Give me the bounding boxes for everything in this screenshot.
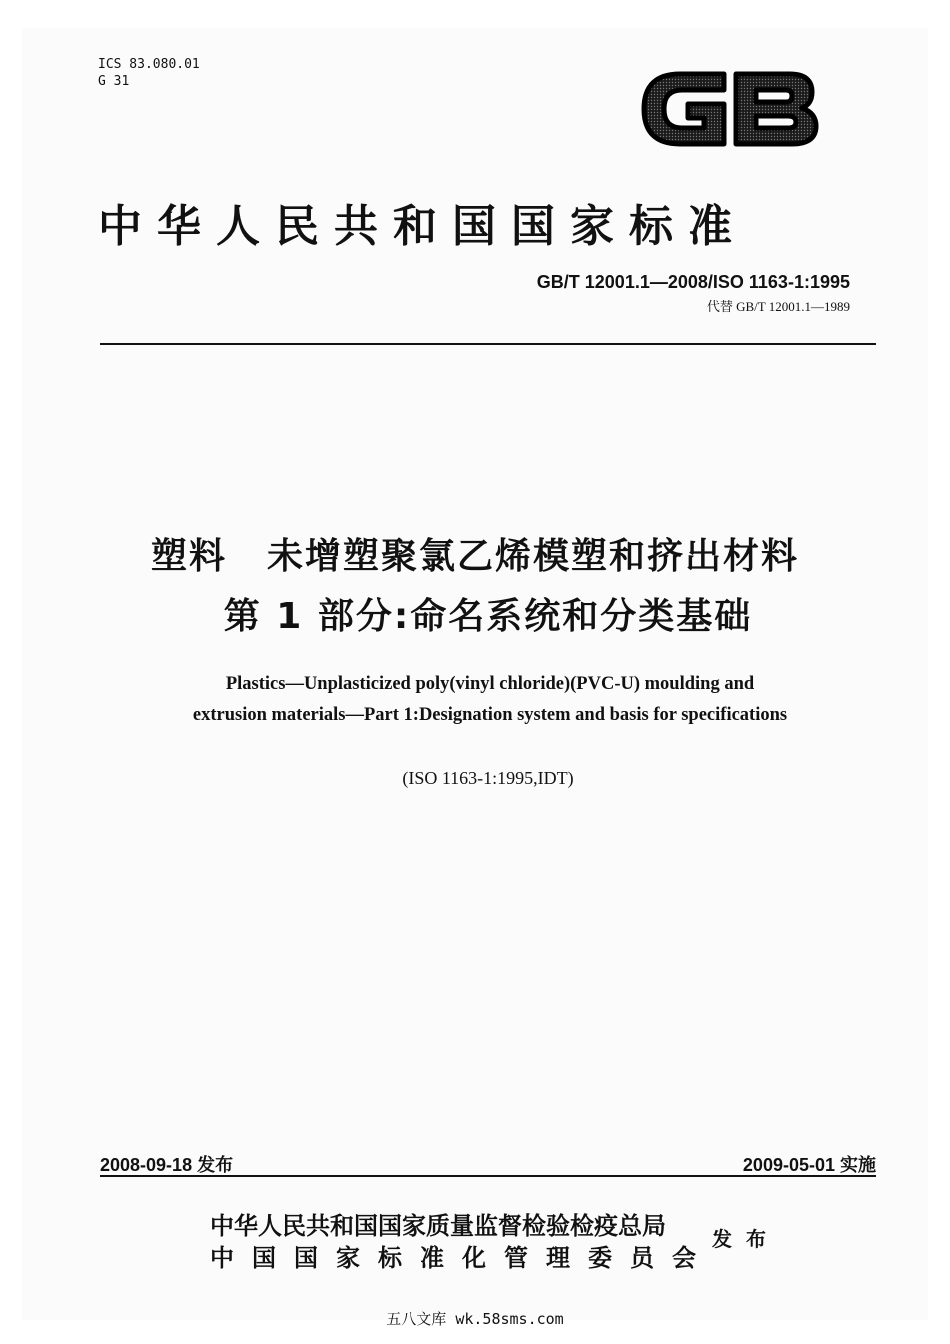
iso-equivalence: (ISO 1163-1:1995,IDT) bbox=[402, 768, 574, 788]
issuer-aqsiq: 中华人民共和国国家质量监督检验检疫总局 bbox=[210, 1211, 666, 1240]
standard-number: GB/T 12001.1—2008/ISO 1163-1:1995 bbox=[536, 272, 850, 292]
ccs-code: G 31 bbox=[98, 74, 130, 89]
title-cn-subject: 塑料 bbox=[150, 536, 227, 577]
issue-date: 2008-09-18 发布 bbox=[100, 1155, 234, 1175]
national-standard-title: 中华人民共和国国家标准 bbox=[98, 201, 747, 252]
implementation-date: 2009-05-01 实施 bbox=[742, 1155, 876, 1175]
replaces-standard: 代替 GB/T 12001.1—1989 bbox=[706, 299, 850, 314]
gb-logo bbox=[632, 60, 822, 158]
classification-codes bbox=[98, 56, 200, 90]
title-cn-material: 未增塑聚氯乙烯模塑和挤出材料 bbox=[267, 536, 800, 577]
watermark: 五八文库 wk.58sms.com bbox=[386, 1310, 564, 1328]
issuer-sac: 中国国家标准化管理委员会 bbox=[210, 1243, 714, 1272]
title-en-line2: extrusion materials—Part 1:Designation system and basis for specifications bbox=[192, 705, 788, 725]
ics-code: ICS 83.080.01 bbox=[98, 57, 200, 72]
publish-label: 发布 bbox=[712, 1227, 780, 1251]
title-cn-line1 bbox=[0, 528, 950, 579]
title-cn-line2: 第 1 部分:命名系统和分类基础 bbox=[223, 596, 753, 637]
title-en-line1: Plastics—Unplasticized poly(vinyl chloride)(PVC-U) moulding and bbox=[225, 674, 755, 694]
header-rule bbox=[100, 343, 876, 345]
footer-rule bbox=[100, 1175, 876, 1177]
